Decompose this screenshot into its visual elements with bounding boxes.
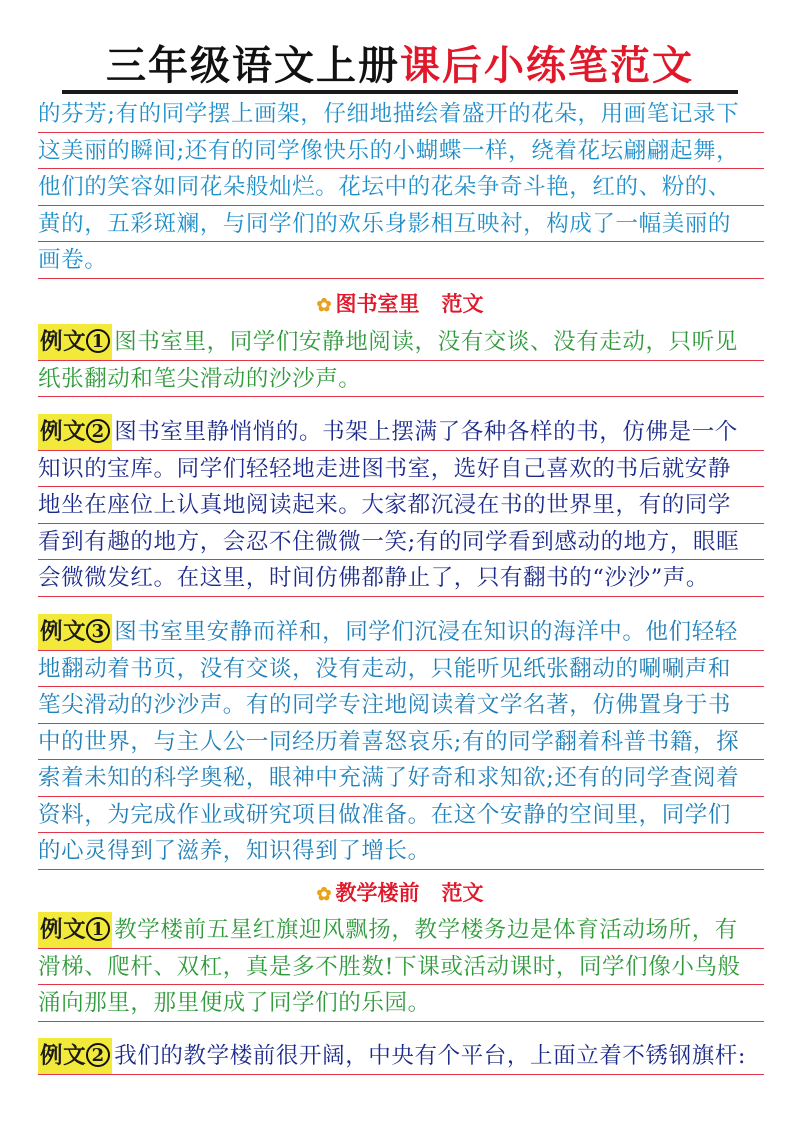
example-1-library xyxy=(38,324,764,397)
intro-paragraph xyxy=(38,96,764,279)
example-2-library xyxy=(38,414,764,597)
flower-icon: ✿ xyxy=(316,295,332,316)
text-line: 例文 2 图书室里静悄悄的。书架上摆满了各种各样的书，仿佛是一个 xyxy=(38,414,764,451)
section-heading-building xyxy=(0,878,800,910)
heading-label: 范文 xyxy=(441,880,484,905)
circled-number: 2 xyxy=(86,419,110,443)
example-3-library xyxy=(38,614,764,870)
heading-label: 范文 xyxy=(441,291,484,316)
text-line: 例文 1 图书室里，同学们安静地阅读，没有交谈、没有走动，只听见 xyxy=(38,324,764,361)
circled-number: 2 xyxy=(86,1043,110,1067)
text-line: 这美丽的瞬间;还有的同学像快乐的小蝴蝶一样，绕着花坛翩翩起舞， xyxy=(38,133,764,170)
text-line: 画卷。 xyxy=(38,242,764,279)
text-line: 看到有趣的地方，会忍不住微微一笑;有的同学看到感动的地方，眼眶 xyxy=(38,524,764,561)
example-badge: 例文 3 xyxy=(38,614,112,650)
example-badge: 例文 2 xyxy=(38,414,112,450)
title-red: 课后小练笔范文 xyxy=(400,43,694,89)
title-underline xyxy=(62,90,738,94)
text-line: 中的世界，与主人公一同经历着喜怒哀乐;有的同学翻着科普书籍，探 xyxy=(38,724,764,761)
flower-icon: ✿ xyxy=(316,884,332,905)
text-line: 的芬芳;有的同学摆上画架，仔细地描绘着盛开的花朵，用画笔记录下 xyxy=(38,96,764,133)
text-line: 例文 3 图书室里安静而祥和，同学们沉浸在知识的海洋中。他们轻轻 xyxy=(38,614,764,651)
example-badge: 例文 1 xyxy=(38,912,112,948)
text-line: 资料，为完成作业或研究项目做准备。在这个安静的空间里，同学们 xyxy=(38,797,764,834)
page-title xyxy=(0,40,800,92)
text-line: 知识的宝库。同学们轻轻地走进图书室，选好自己喜欢的书后就安静 xyxy=(38,451,764,488)
example-2-building xyxy=(38,1038,764,1075)
text-line: 黄的，五彩斑斓，与同学们的欢乐身影相互映衬，构成了一幅美丽的 xyxy=(38,206,764,243)
text-line: 笔尖滑动的沙沙声。有的同学专注地阅读着文学名著，仿佛置身于书 xyxy=(38,687,764,724)
circled-number: 3 xyxy=(86,619,110,643)
title-black: 三年级语文上册 xyxy=(106,43,400,89)
text-line: 的心灵得到了滋养，知识得到了增长。 xyxy=(38,833,764,870)
text-line: 涌向那里，那里便成了同学们的乐园。 xyxy=(38,985,764,1022)
text-line: 例文 1 教学楼前五星红旗迎风飘扬，教学楼务边是体育活动场所，有 xyxy=(38,912,764,949)
text-line: 地翻动着书页，没有交谈，没有走动，只能听见纸张翻动的唰唰声和 xyxy=(38,651,764,688)
text-line: 地坐在座位上认真地阅读起来。大家都沉浸在书的世界里，有的同学 xyxy=(38,487,764,524)
example-badge: 例文 2 xyxy=(38,1038,112,1074)
example-1-building xyxy=(38,912,764,1022)
example-badge: 例文 1 xyxy=(38,324,112,360)
circled-number: 1 xyxy=(86,917,110,941)
heading-topic: 教学楼前 xyxy=(335,880,420,905)
circled-number: 1 xyxy=(86,329,110,353)
heading-topic: 图书室里 xyxy=(335,291,420,316)
text-line: 索着未知的科学奥秘，眼神中充满了好奇和求知欲;还有的同学查阅着 xyxy=(38,760,764,797)
text-line: 会微微发红。在这里，时间仿佛都静止了，只有翻书的“沙沙”声。 xyxy=(38,560,764,597)
text-line: 例文 2 我们的教学楼前很开阔，中央有个平台，上面立着不锈钢旗杆: xyxy=(38,1038,764,1075)
text-line: 滑梯、爬杆、双杠，真是多不胜数!下课或活动课时，同学们像小鸟般 xyxy=(38,949,764,986)
text-line: 他们的笑容如同花朵般灿烂。花坛中的花朵争奇斗艳，红的、粉的、 xyxy=(38,169,764,206)
section-heading-library xyxy=(0,289,800,321)
text-line: 纸张翻动和笔尖滑动的沙沙声。 xyxy=(38,361,764,398)
